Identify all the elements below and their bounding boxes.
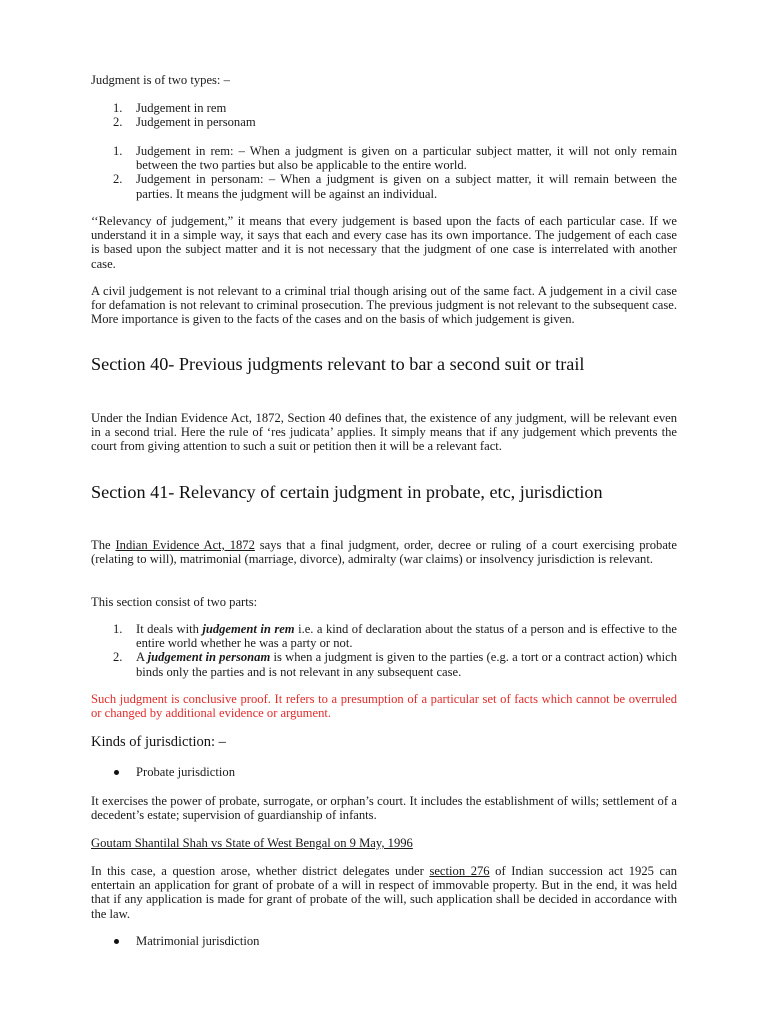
list-item: Matrimonial jurisdiction [91, 934, 677, 948]
section-276-link[interactable]: section 276 [429, 864, 490, 878]
list-item: 1. It deals with judgement in rem i.e. a kind of declaration about the status of a person and is effective to the entire world whether he was a party or not. [113, 622, 677, 651]
intro-text: Judgment is of two types: – [91, 73, 230, 87]
section-40-heading: Section 40- Previous judgments relevant to bar a second suit or trail [91, 354, 585, 374]
matrimonial-bullet-list [91, 934, 677, 948]
section-41-body: The Indian Evidence Act, 1872 says that a final judgment, order, decree or ruling of a court exercising probate (relating to will), matrimonial (marriage, divorce), admiralty (war claims) or insolvency jurisdiction is relevant. [91, 538, 678, 567]
bullet-icon [114, 770, 119, 775]
list-item: 2. Judgement in personam: – When a judgment is given on a subject matter, it will remain between the parties. It means the judgment will be against an individual. [113, 172, 677, 201]
kinds-heading: Kinds of jurisdiction: – [91, 734, 226, 750]
relevancy-paragraph: ‘‘Relevancy of judgement,” it means that every judgement is based upon the facts of each particular case. If we understand it in a simple way, it says that each and every case has its own importance. The judgement of each case is based upon the subject matter and it is not necessary that the judgment of one case is interrelated with another case. [91, 214, 677, 271]
probate-bullet-list [91, 765, 677, 779]
conclusive-proof-note: Such judgment is conclusive proof. It refers to a presumption of a particular set of facts which cannot be overruled or changed by additional evidence or argument. [91, 692, 677, 721]
list-item: 1. Judgement in rem [113, 101, 227, 115]
parts-list [91, 622, 677, 679]
types-list [91, 101, 677, 129]
definitions-list [91, 144, 677, 201]
list-item: 2. A judgement in personam is when a judgment is given to the parties (e.g. a tort or a contract action) which binds only the parties and is not relevant in any subsequent case. [113, 650, 677, 679]
list-item: Probate jurisdiction [91, 765, 677, 779]
section-41-heading: Section 41- Relevancy of certain judgment in probate, etc, jurisdiction [91, 482, 603, 502]
list-item: 2. Judgement in personam [113, 115, 256, 130]
bullet-icon [114, 939, 119, 944]
case-title[interactable]: Goutam Shantilal Shah vs State of West Bengal on 9 May, 1996 [91, 836, 413, 850]
civil-judgement-paragraph: A civil judgement is not relevant to a criminal trial though arising out of the same fact. A judgement in a civil case for defamation is not relevant to criminal prosecution. The previous judgment is not relevant to the subsequent case. More importance is given to the facts of the cases and on the basis of which judgement is given. [91, 284, 677, 327]
evidence-act-link[interactable]: Indian Evidence Act, 1872 [115, 538, 255, 552]
case-body: In this case, a question arose, whether district delegates under section 276 of Indian succession act 1925 can entertain an application for grant of probate of a will in respect of immovable property. But in the end, it was held that if any application is made for grant of probate of the will, such application shall be decided in accordance with the law. [91, 864, 677, 921]
list-item: 1. Judgement in rem: – When a judgment is given on a particular subject matter, it will not only remain between the two parties but also be applicable to the entire world. [113, 144, 677, 173]
parts-intro: This section consist of two parts: [91, 595, 258, 609]
probate-body: It exercises the power of probate, surrogate, or orphan’s court. It includes the establishment of wills; settlement of a decedent’s estate; supervision of guardianship of infants. [91, 794, 677, 823]
section-40-body: Under the Indian Evidence Act, 1872, Section 40 defines that, the existence of any judgment, will be relevant even in a second trial. Here the rule of ‘res judicata’ applies. It simply means that if any judgement which prevents the court from giving attention to such a suit or petition then it will be a relevant fact. [91, 411, 677, 454]
